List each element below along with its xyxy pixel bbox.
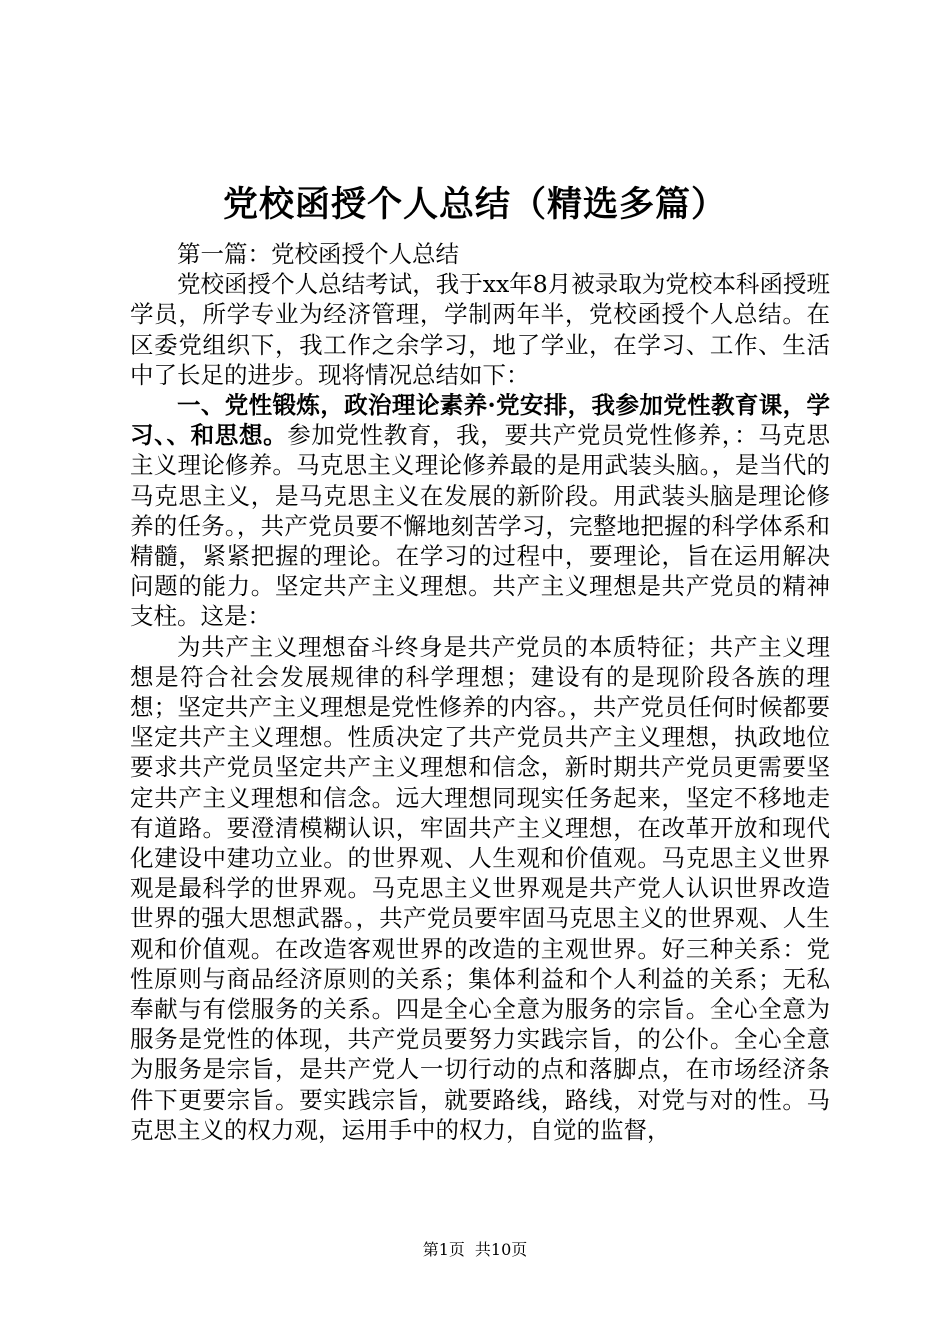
paragraph-1 bbox=[130, 269, 830, 390]
paragraph-1-text: 党校函授个人总结考试，我于xx年8月被录取为党校本科函授班学员，所学专业为经济管理，学制两年半，党校函授个人总结。在区委党组织下，我工作之余学习，地了学业，在学习、工作、生活中了长足的进步。现将情况总结如下： bbox=[130, 270, 830, 389]
page-footer bbox=[0, 1239, 950, 1261]
document-body bbox=[130, 239, 830, 1145]
paragraph-3 bbox=[130, 632, 830, 1145]
paragraph-2-lead: 一、党性锻炼，政治理论素养·党安排，我参加党性教育课，学习、、和思想。 bbox=[130, 391, 830, 450]
section-heading: 第一篇：党校函授个人总结 bbox=[177, 240, 459, 268]
paragraph-2 bbox=[130, 390, 830, 632]
paragraph-3-text: 为共产主义理想奋斗终身是共产党员的本质特征；共产主义理想是符合社会发展规律的科学理想；建设有的是现阶段各族的理想；坚定共产主义理想是党性修养的内容。，共产党员任何时候都要坚定共产主义理想。性质决定了共产党员共产主义理想，执政地位要求共产党员坚定共产主义理想和信念，新时期共产党员更需要坚定共产主义理想和信念。远大理想同现实任务起来，坚定不移地走有道路。要澄清模糊认识，牢固共产主义理想，在改革开放和现代化建设中建功立业。的世界观、人生观和价值观。马克思主义世界观是最科学的世界观。马克思主义世界观是共产党人认识世界改造世界的强大思想武器。，共产党员要牢固马克思主义的世界观、人生观和价值观。在改造客观世界的改造的主观世界。好三种关系：党性原则与商品经济原则的关系；集体利益和个人利益的关系；无私奉献与有偿服务的关系。四是全心全意为服务的宗旨。全心全意为服务是党性的体现，共产党员要努力实践宗旨，的公仆。全心全意为服务是宗旨，是共产党人一切行动的点和落脚点，在市场经济条件下更要宗旨。要实践宗旨，就要路线，路线，对党与对的性。马克思主义的权力观，运用手中的权力，自觉的监督， bbox=[130, 632, 830, 1144]
page-total: 共10页 bbox=[474, 1240, 528, 1259]
document-title: 党校函授个人总结（精选多篇） bbox=[222, 184, 727, 225]
page-number: 第1页 bbox=[422, 1240, 465, 1259]
paragraph-2-text: 参加党性教育，我，要共产党员党性修养，：马克思主义理论修养。马克思主义理论修养最的是用武装头脑。，是当代的马克思主义，是马克思主义在发展的新阶段。用武装头脑是理论修养的任务。，共产党员要不懈地刻苦学习，完整地把握的科学体系和精髓，紧紧把握的理论。在学习的过程中，要理论，旨在运用解决问题的能力。坚定共产主义理想。共产主义理想是共产党员的精神支柱。这是： bbox=[130, 421, 831, 631]
